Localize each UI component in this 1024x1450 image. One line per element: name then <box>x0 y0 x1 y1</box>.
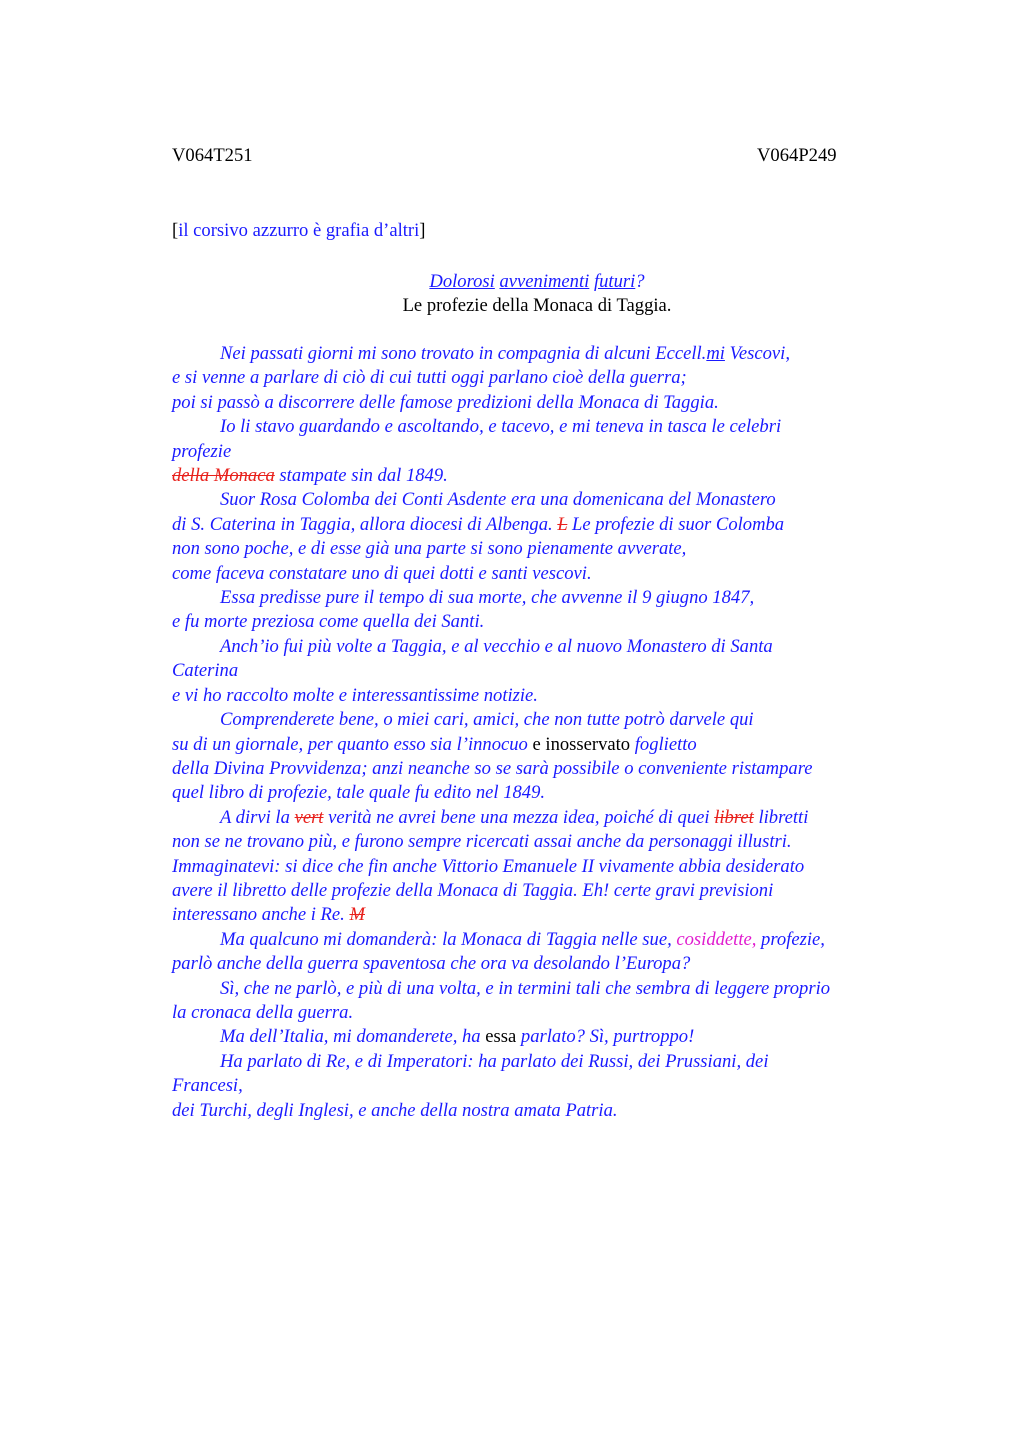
text-line: di S. Caterina in Taggia, allora diocesi di Albenga. L Le profezie di suor Colomba <box>172 513 785 535</box>
text-line: A dirvi la vert verità ne avrei bene una mezza idea, poiché di quei libret libretti <box>220 806 809 828</box>
deleted-text: vert <box>294 806 324 828</box>
text-line: Anch’io fui più volte a Taggia, e al vecchio e al nuovo Monastero di Santa <box>220 635 773 657</box>
deleted-text: M <box>349 904 365 926</box>
text-line: dei Turchi, degli Inglesi, e anche della nostra amata Patria. <box>172 1099 618 1121</box>
text-line: Immaginatevi: si dice che fin anche Vittorio Emanuele II vivamente abbia desiderato <box>172 855 805 877</box>
text-line: interessano anche i Re. M <box>172 904 365 926</box>
subtitle: Le profezie della Monaca di Taggia. <box>402 295 672 316</box>
text-line: e vi ho raccolto molte e interessantissime notizie. <box>172 684 538 706</box>
document-code-right: V064P249 <box>757 145 837 166</box>
title-word-3: futuri <box>593 271 636 292</box>
black-roman-text: e inosservato <box>527 733 635 755</box>
text-line: Nei passati giorni mi sono trovato in compagnia di alcuni Eccell.mi Vescovi, <box>220 343 790 364</box>
title-block <box>172 270 902 318</box>
text-line: profezie <box>172 440 232 462</box>
text-line: della Divina Provvidenza; anzi neanche so se sarà possibile o conveniente ristampare <box>172 757 813 779</box>
document-code-left: V064T251 <box>172 145 253 166</box>
text-line: non sono poche, e di esse già una parte si sono pienamente avverate, <box>172 538 687 560</box>
text-line: Francesi, <box>172 1075 243 1097</box>
title-question-mark: ? <box>635 271 645 292</box>
text-line: parlò anche della guerra spaventosa che ora va desolando l’Europa? <box>172 953 691 975</box>
article-body <box>172 342 907 1123</box>
text-line: non se ne trovano più, e furono sempre ricercati assai anche da personaggi illustri. <box>172 831 792 853</box>
text-line: poi si passò a discorrere delle famose predizioni della Monaca di Taggia. <box>172 391 719 413</box>
editorial-note <box>172 220 426 242</box>
text-line: Suor Rosa Colomba dei Conti Asdente era una domenicana del Monastero <box>220 489 776 511</box>
text-line: della Monaca stampate sin dal 1849. <box>172 465 448 487</box>
text-line: e fu morte preziosa come quella dei Santi. <box>172 611 485 633</box>
text-line: Caterina <box>172 660 239 682</box>
text-line: Comprenderete bene, o miei cari, amici, che non tutte potrò darvele qui <box>220 709 754 731</box>
deleted-text: della Monaca <box>172 465 275 487</box>
deleted-text: L <box>557 513 568 535</box>
note-open-bracket: [ <box>172 220 179 241</box>
title-word-2: avvenimenti <box>499 271 590 292</box>
text-line: avere il libretto delle profezie della Monaca di Taggia. Eh! certe gravi previsioni <box>172 879 774 901</box>
text-line: la cronaca della guerra. <box>172 1001 354 1023</box>
note-close-bracket: ] <box>419 220 426 241</box>
text-line: su di un giornale, per quanto esso sia l’innocuo e inosservato foglietto <box>172 733 697 755</box>
text-line: e si venne a parlare di ciò di cui tutti oggi parlano cioè della guerra; <box>172 367 687 389</box>
title <box>172 270 902 294</box>
text-line: Ma dell’Italia, mi domanderete, ha essa parlato? Sì, purtroppo! <box>220 1026 695 1048</box>
note-text: il corsivo azzurro è grafia d’altri <box>178 220 420 241</box>
text-line: come faceva constatare uno di quei dotti e santi vescovi. <box>172 562 592 584</box>
deleted-text: libret <box>714 806 754 828</box>
text-line: Ma qualcuno mi domanderà: la Monaca di Taggia nelle sue, cosiddette, profezie, <box>220 928 825 950</box>
text-line: Ha parlato di Re, e di Imperatori: ha parlato dei Russi, dei Prussiani, dei <box>220 1050 769 1072</box>
pink-text: cosiddette, <box>676 928 757 950</box>
text-line: quel libro di profezie, tale quale fu edito nel 1849. <box>172 782 546 804</box>
text-line: Essa predisse pure il tempo di sua morte, che avvenne il 9 giugno 1847, <box>220 587 755 609</box>
black-roman-text: essa <box>485 1026 517 1048</box>
title-word-1: Dolorosi <box>429 271 495 292</box>
text-line: Sì, che ne parlò, e più di una volta, e in termini tali che sembra di leggere proprio <box>220 977 831 999</box>
text-line: Io li stavo guardando e ascoltando, e tacevo, e mi teneva in tasca le celebri <box>220 416 782 438</box>
